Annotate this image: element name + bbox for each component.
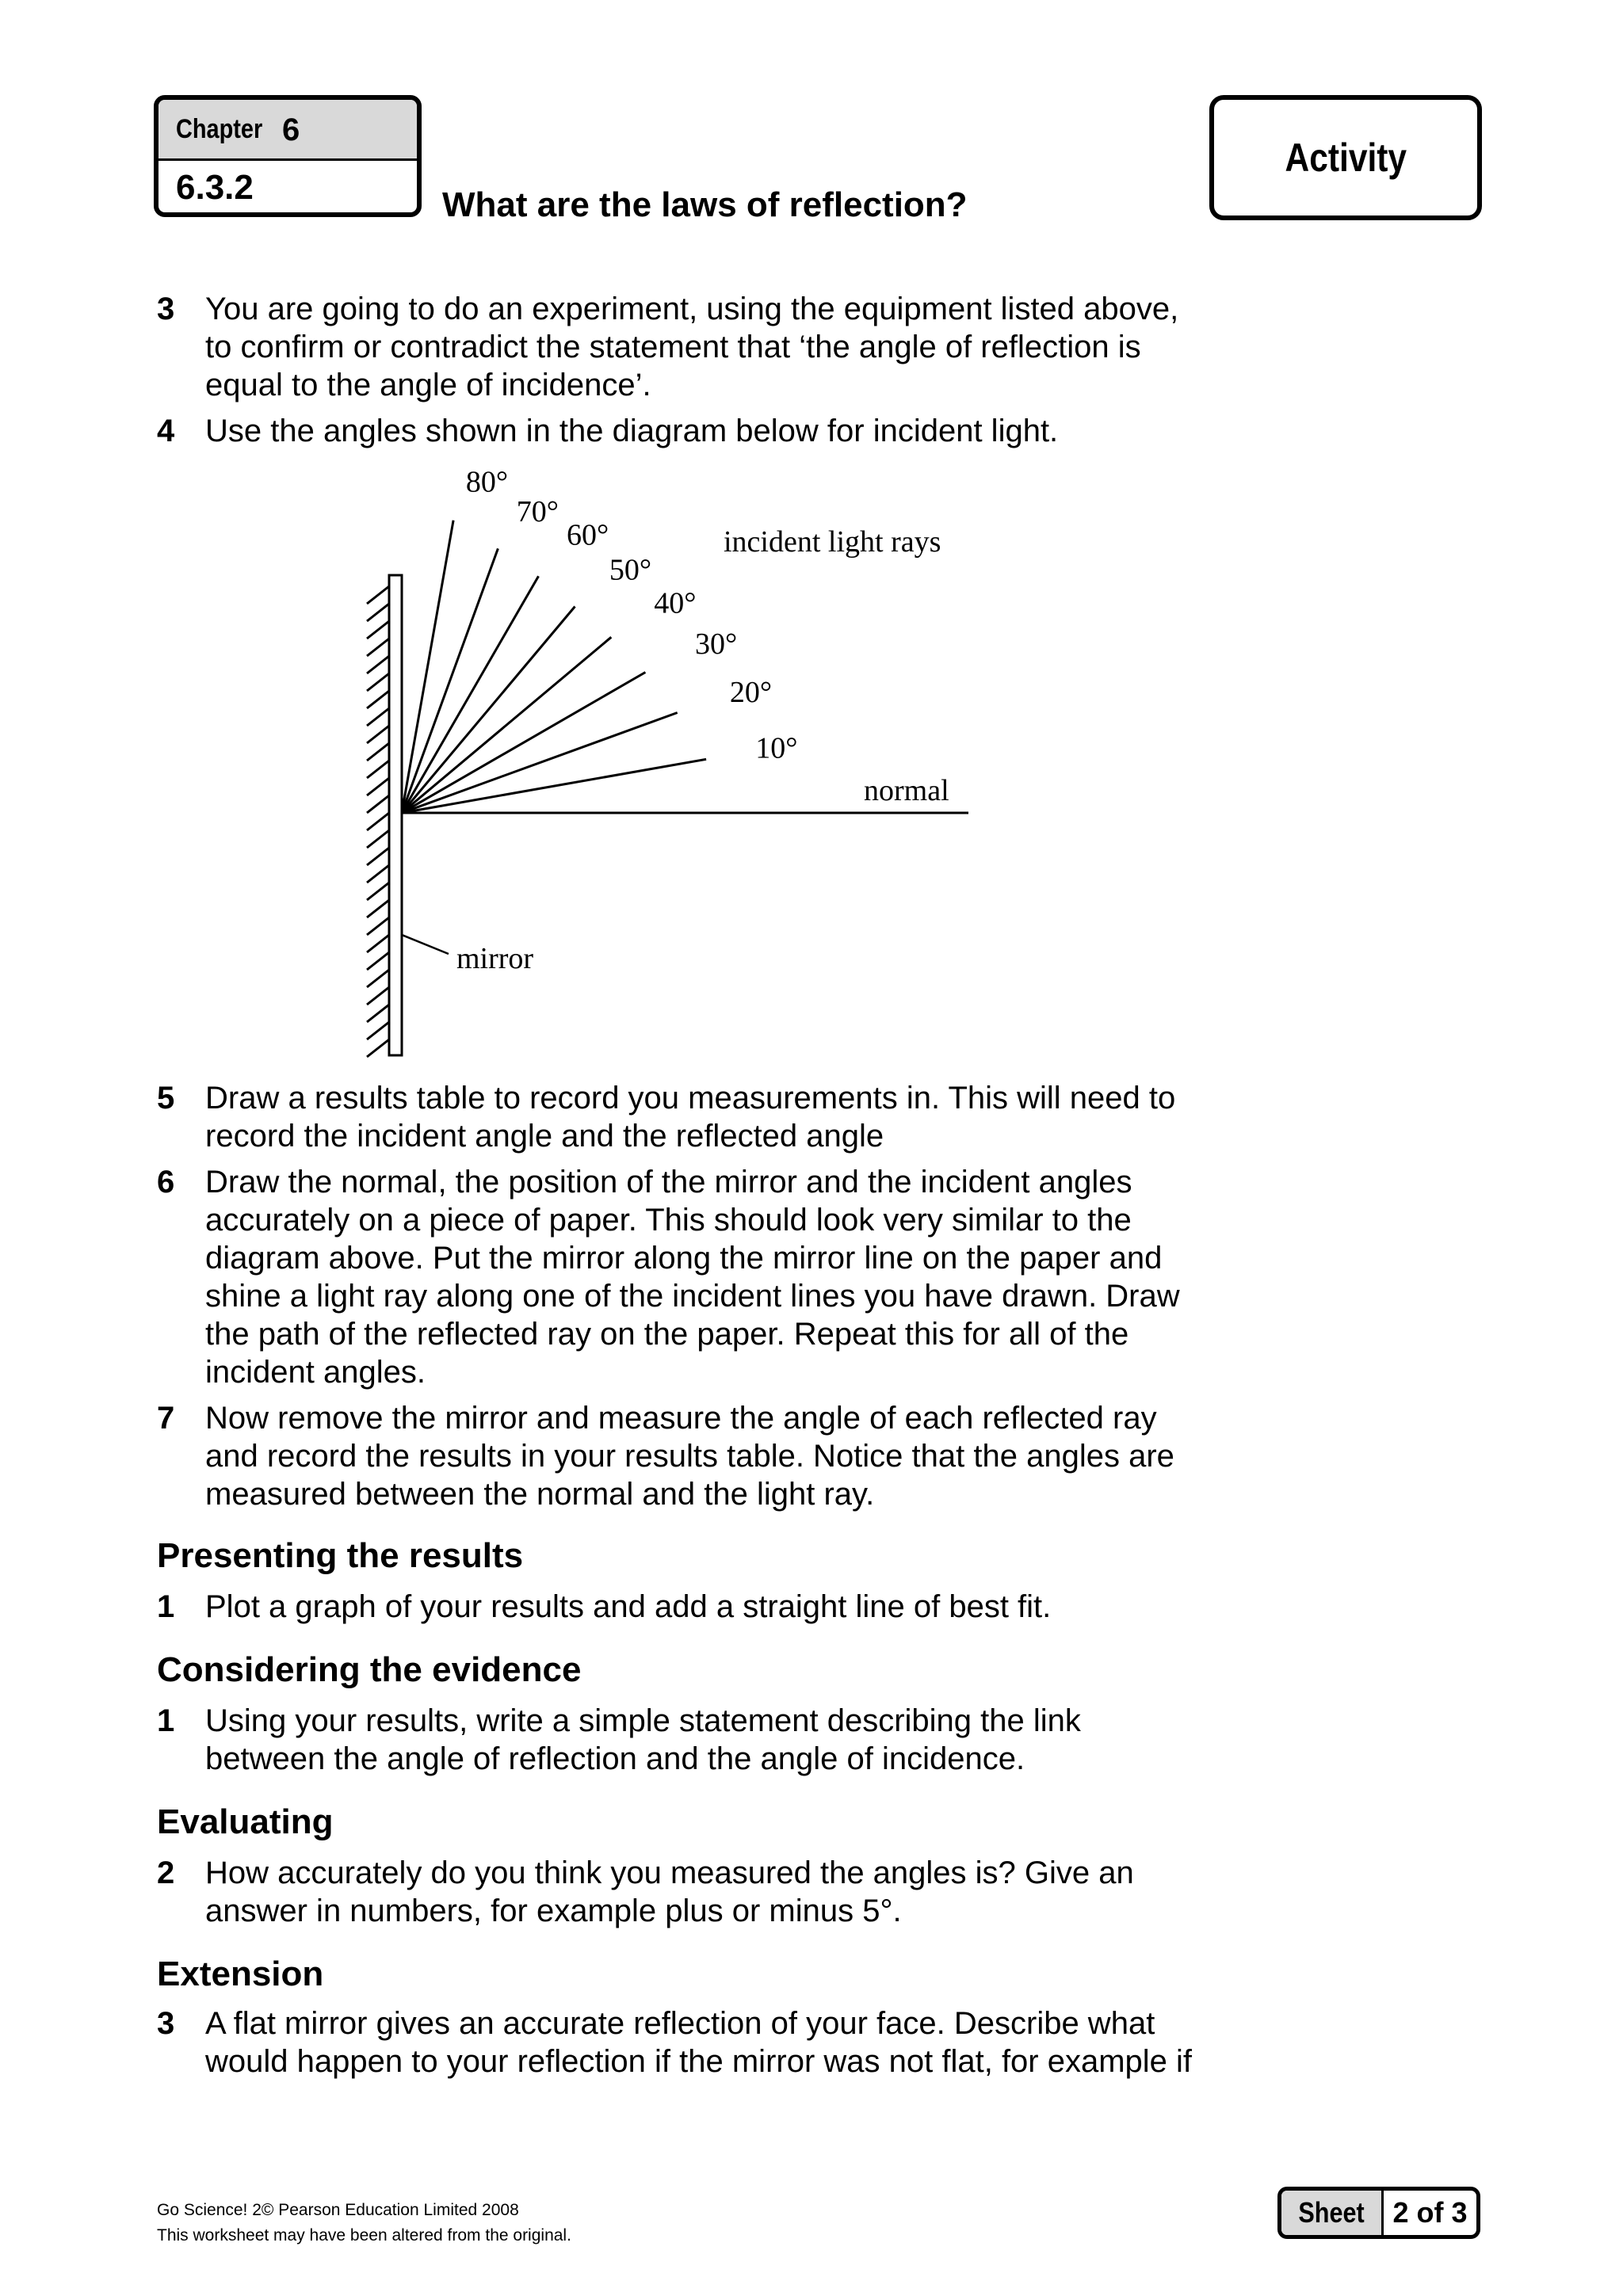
hatch-line	[367, 900, 389, 917]
question-3-number: 3	[157, 292, 175, 326]
mirror-body	[389, 575, 402, 1055]
hatch-line	[367, 1005, 389, 1022]
reflection-diagram	[0, 0, 1623, 1077]
hatch-line	[367, 935, 389, 952]
activity-label: Activity	[1285, 135, 1407, 180]
normal-label: normal	[864, 774, 949, 807]
question-5-line-2: record the incident angle and the reflected angle	[205, 1119, 884, 1154]
question-7-line-3: measured between the normal and the light ray.	[205, 1477, 875, 1512]
question-6-line-3: diagram above. Put the mirror along the mirror line on the paper and	[205, 1241, 1163, 1276]
question-5-number: 5	[157, 1081, 175, 1116]
considering-evidence-heading: Considering the evidence	[157, 1650, 582, 1689]
sheet-indicator	[1277, 2187, 1480, 2239]
angle-label-30: 30°	[695, 627, 738, 661]
hatch-line	[367, 848, 389, 865]
sheet-label-band	[1281, 2191, 1384, 2235]
question-7-line-1: Now remove the mirror and measure the angle of each reflected ray	[205, 1401, 1157, 1436]
mirror-hatching	[367, 586, 389, 1057]
hatch-line	[367, 621, 389, 639]
evaluating-q2-number: 2	[157, 1855, 175, 1890]
mirror-label: mirror	[456, 942, 534, 975]
hatch-line	[367, 586, 389, 604]
considering-q1-number: 1	[157, 1703, 175, 1738]
page-title: What are the laws of reflection?	[442, 185, 968, 224]
hatch-line	[367, 726, 389, 743]
question-6-line-6: incident angles.	[205, 1355, 426, 1390]
hatch-line	[367, 970, 389, 987]
question-3-line-2: to confirm or contradict the statement that ‘the angle of reflection is	[205, 330, 1141, 364]
hatch-line	[367, 813, 389, 830]
angle-label-60: 60°	[567, 518, 609, 552]
hatch-line	[367, 917, 389, 935]
question-6-line-4: shine a light ray along one of the incident lines you have drawn. Draw	[205, 1279, 1180, 1314]
extension-q3-line-2: would happen to your reflection if the mirror was not flat, for example if	[205, 2044, 1193, 2079]
sheet-label: Sheet	[1298, 2196, 1365, 2229]
angle-label-80: 80°	[465, 465, 509, 499]
question-6-line-1: Draw the normal, the position of the mirror and the incident angles	[205, 1165, 1132, 1199]
considering-q1-line-2: between the angle of reflection and the angle of incidence.	[205, 1741, 1025, 1776]
angle-label-50: 50°	[609, 553, 652, 587]
mirror-pointer	[402, 935, 449, 954]
hatch-line	[367, 1022, 389, 1039]
question-6-line-5: the path of the reflected ray on the paper. Repeat this for all of the	[205, 1317, 1129, 1352]
hatch-line	[367, 865, 389, 883]
angle-label-20: 20°	[729, 676, 773, 710]
question-3-line-1: You are going to do an experiment, using the equipment listed above,	[205, 292, 1179, 326]
hatch-line	[367, 778, 389, 795]
sheet-page-count: 2 of 3	[1392, 2196, 1468, 2229]
question-7-line-2: and record the results in your results table. Notice that the angles are	[205, 1439, 1174, 1474]
question-3-line-3: equal to the angle of incidence’.	[205, 368, 651, 402]
considering-q1-line-1: Using your results, write a simple statement describing the link	[205, 1703, 1081, 1738]
question-4-number: 4	[157, 414, 175, 448]
extension-q3-number: 3	[157, 2006, 175, 2041]
hatch-line	[367, 656, 389, 673]
question-5-line-1: Draw a results table to record you measurements in. This will need to	[205, 1081, 1176, 1116]
hatch-line	[367, 795, 389, 813]
angle-label-10: 10°	[755, 731, 798, 765]
hatch-line	[367, 987, 389, 1005]
presenting-q1-number: 1	[157, 1589, 175, 1624]
hatch-line	[367, 691, 389, 708]
incident-light-rays-label: incident light rays	[724, 525, 941, 559]
evaluating-heading: Evaluating	[157, 1802, 334, 1841]
footer-disclaimer: This worksheet may have been altered from the original.	[157, 2226, 571, 2245]
question-6-number: 6	[157, 1165, 175, 1199]
chapter-number: 6	[282, 113, 300, 147]
evaluating-q2-line-1: How accurately do you think you measured the angles is? Give an	[205, 1855, 1134, 1890]
extension-heading: Extension	[157, 1955, 324, 1993]
hatch-line	[367, 883, 389, 900]
angle-label-40: 40°	[654, 586, 697, 620]
hatch-line	[367, 639, 389, 656]
hatch-line	[367, 743, 389, 761]
hatch-line	[367, 708, 389, 726]
hatch-line	[367, 604, 389, 621]
extension-q3-line-1: A flat mirror gives an accurate reflection of your face. Describe what	[205, 2006, 1155, 2041]
hatch-line	[367, 761, 389, 778]
question-4-line-1: Use the angles shown in the diagram below for incident light.	[205, 414, 1059, 448]
evaluating-q2-line-2: answer in numbers, for example plus or minus 5°.	[205, 1894, 902, 1928]
presenting-q1-line-1: Plot a graph of your results and add a straight line of best fit.	[205, 1589, 1052, 1624]
hatch-line	[367, 830, 389, 848]
hatch-line	[367, 673, 389, 691]
section-number: 6.3.2	[176, 168, 254, 207]
question-7-number: 7	[157, 1401, 175, 1436]
chapter-label: Chapter	[176, 114, 263, 144]
hatch-line	[367, 1039, 389, 1057]
footer-copyright: Go Science! 2© Pearson Education Limited 2008	[157, 2201, 519, 2219]
incident-rays	[402, 465, 797, 813]
mirror	[367, 575, 402, 1057]
question-6-line-2: accurately on a piece of paper. This should look very similar to the	[205, 1203, 1132, 1238]
angle-label-70: 70°	[516, 495, 559, 529]
hatch-line	[367, 952, 389, 970]
presenting-results-heading: Presenting the results	[157, 1536, 524, 1575]
